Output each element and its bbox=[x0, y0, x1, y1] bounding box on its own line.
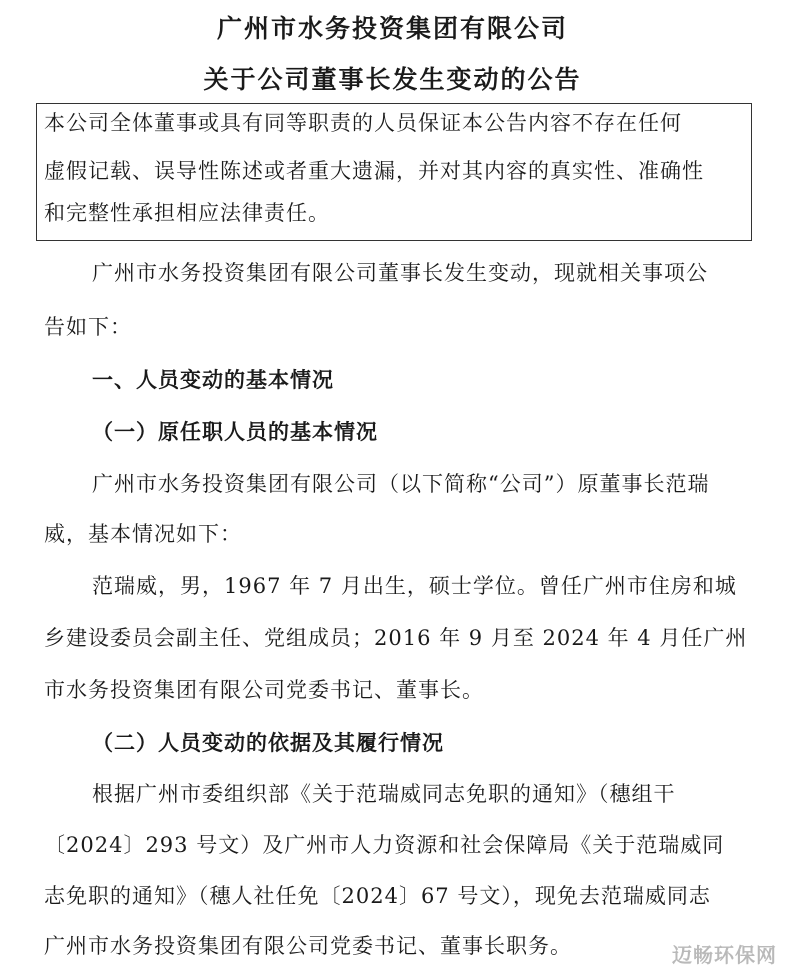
announcement-subject: 关于公司董事长发生变动的公告 bbox=[203, 65, 582, 94]
paragraph-line: 广州市水务投资集团有限公司党委书记、董事长职务。 bbox=[44, 934, 572, 958]
paragraph-line: 威，基本情况如下： bbox=[44, 522, 242, 546]
section-heading: 一、人员变动的基本情况 bbox=[92, 368, 334, 392]
paragraph-line: 〔2024〕293 号文）及广州市人力资源和社会保障局《关于范瑞威同 bbox=[44, 833, 725, 857]
intro-line: 广州市水务投资集团有限公司董事长发生变动，现就相关事项公 bbox=[92, 261, 708, 285]
paragraph-line: 市水务投资集团有限公司党委书记、董事长。 bbox=[44, 678, 484, 702]
disclaimer-line: 和完整性承担相应法律责任。 bbox=[44, 201, 330, 225]
disclaimer-line: 虚假记载、误导性陈述或者重大遗漏，并对其内容的真实性、准确性 bbox=[44, 159, 704, 183]
subsection-heading: （二）人员变动的依据及其履行情况 bbox=[92, 731, 444, 755]
paragraph-line: 乡建设委员会副主任、党组成员；2016 年 9 月至 2024 年 4 月任广州 bbox=[44, 626, 748, 650]
paragraph-line: 根据广州市委组织部《关于范瑞威同志免职的通知》（穗组干 bbox=[92, 782, 676, 806]
intro-line: 告如下： bbox=[44, 315, 132, 339]
paragraph-line: 广州市水务投资集团有限公司（以下简称“公司”）原董事长范瑞 bbox=[92, 472, 710, 496]
disclaimer-line: 本公司全体董事或具有同等职责的人员保证本公告内容不存在任何 bbox=[44, 111, 682, 135]
company-title: 广州市水务投资集团有限公司 bbox=[216, 14, 568, 43]
paragraph-line: 范瑞威，男，1967 年 7 月出生，硕士学位。曾任广州市住房和城 bbox=[92, 574, 737, 598]
paragraph-line: 志免职的通知》（穗人社任免〔2024〕67 号文），现免去范瑞威同志 bbox=[44, 884, 711, 908]
site-watermark: 迈畅环保网 bbox=[672, 943, 777, 967]
subsection-heading: （一）原任职人员的基本情况 bbox=[92, 420, 378, 444]
